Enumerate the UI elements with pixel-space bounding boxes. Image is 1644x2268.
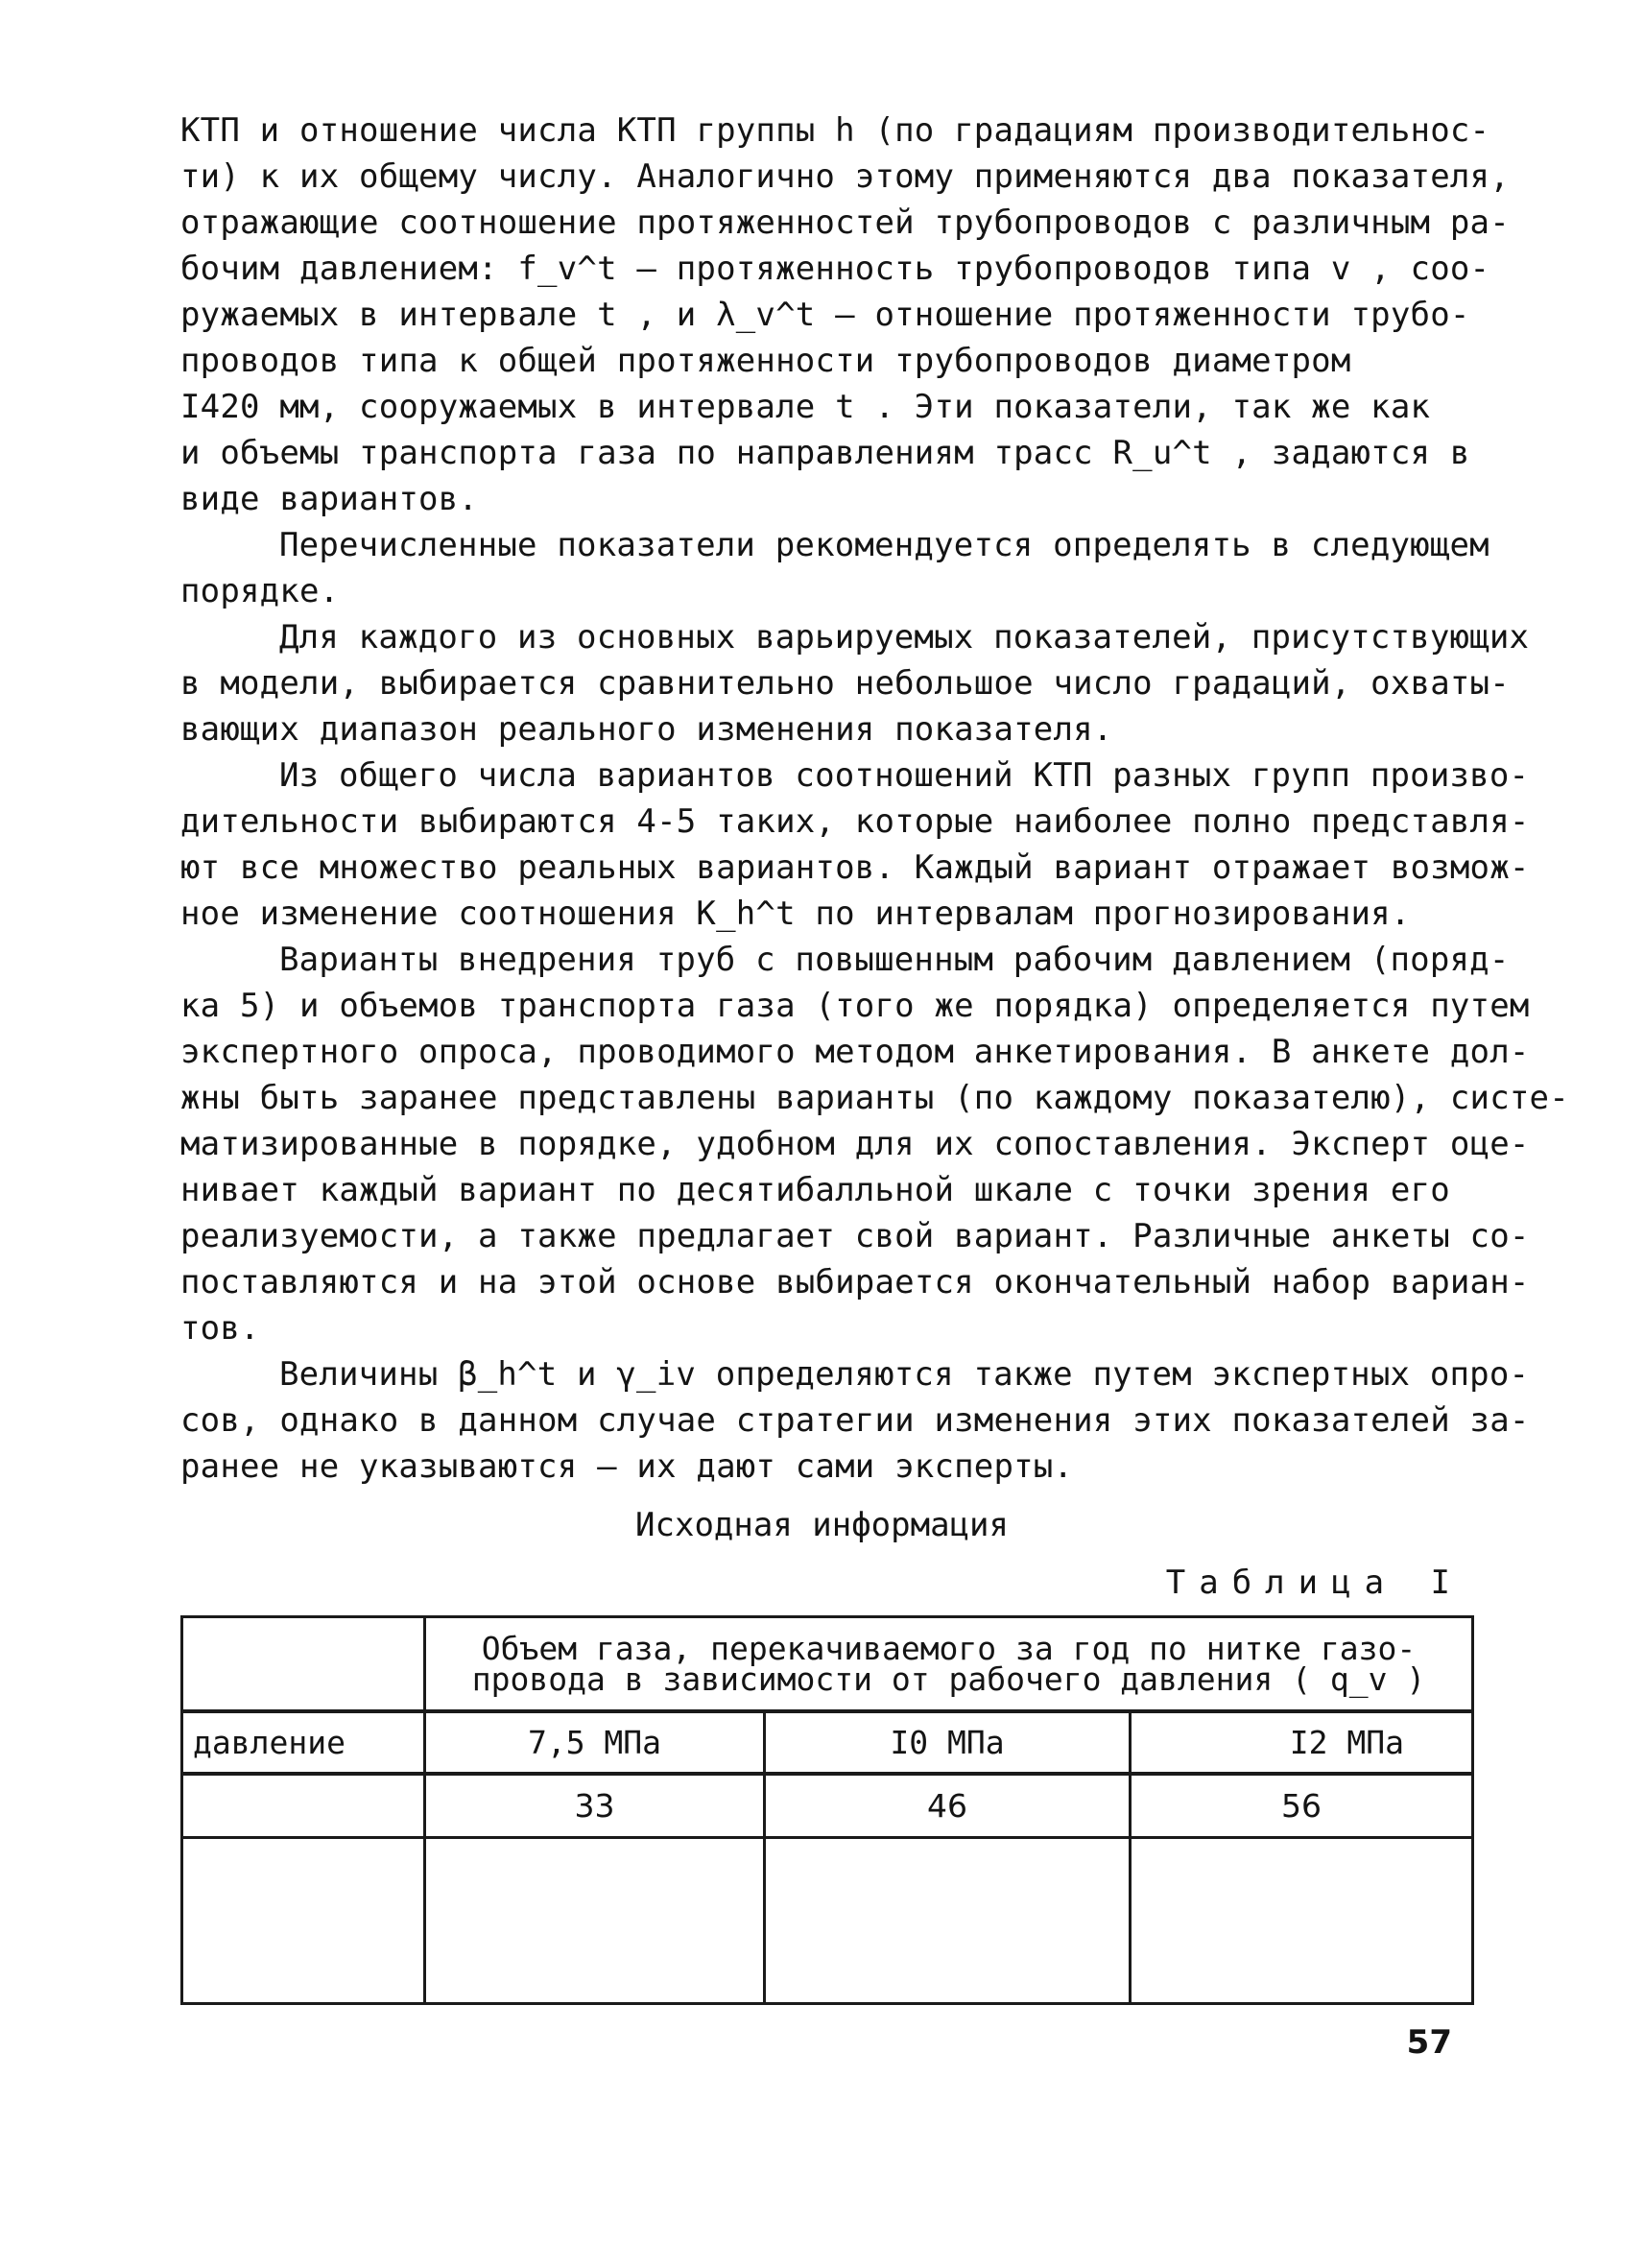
table-cell-volume: 46 xyxy=(927,1786,967,1825)
text-line: реализуемости, а также предлагает свой вариант. Различные анкеты со- xyxy=(180,1217,1530,1255)
text-line: матизированные в порядке, удобном для их сопоставления. Эксперт оце- xyxy=(180,1125,1530,1163)
text-line: вающих диапазон реального изменения показателя. xyxy=(180,710,1113,749)
table-divider xyxy=(183,1836,1471,1839)
text-line: ное изменение соотношения K_h^t по интервалам прогнозирования. xyxy=(180,895,1411,933)
page-number: 57 xyxy=(1406,2023,1452,2062)
text-line: Варианты внедрения труб с повышенным рабочим давлением (поряд- xyxy=(279,941,1510,979)
text-line: экспертного опроса, проводимого методом анкетирования. В анкете дол- xyxy=(180,1033,1530,1071)
table-header-cell xyxy=(426,1618,1471,1709)
table-cell-pressure: I0 МПа xyxy=(890,1723,1005,1761)
table-cell-pressure: 7,5 МПа xyxy=(527,1723,662,1761)
text-line: Перечисленные показатели рекомендуется определять в следующем xyxy=(279,526,1489,564)
paragraph-5 xyxy=(180,937,1569,1351)
text-line: отражающие соотношение протяженностей трубопроводов с различным ра- xyxy=(180,203,1510,242)
text-line: виде вариантов. xyxy=(180,480,479,518)
table-cell-volume: 33 xyxy=(574,1786,615,1825)
text-line: дительности выбираются 4-5 таких, которые наиболее полно представля- xyxy=(180,802,1530,841)
body-text xyxy=(180,107,1569,1490)
text-line: ют все множество реальных вариантов. Каждый вариант отражает возмож- xyxy=(180,848,1530,887)
text-line: Величины β_h^t и γ_iv определяются также путем экспертных опро- xyxy=(279,1355,1530,1394)
paragraph-1 xyxy=(180,107,1510,522)
text-line: поставляются и на этой основе выбирается окончательный набор вариан- xyxy=(180,1263,1530,1301)
text-line: КТП и отношение числа КТП группы h (по градациям производительнос- xyxy=(180,111,1490,150)
table-cell-volume: 56 xyxy=(1281,1786,1322,1825)
table-row-label: давление xyxy=(193,1723,345,1761)
text-line: порядке. xyxy=(180,572,340,610)
paragraph-3 xyxy=(180,614,1530,752)
paragraph-2 xyxy=(180,522,1505,614)
text-line: ка 5) и объемов транспорта газа (того же порядка) определяется путем xyxy=(180,987,1530,1025)
text-line: Из общего числа вариантов соотношений КТП разных групп произво- xyxy=(279,756,1530,795)
table-cell-pressure: I2 МПа xyxy=(1289,1723,1404,1761)
text-line: ружаемых в интервале t , и λ_v^t – отношение протяженности трубо- xyxy=(180,296,1470,334)
paragraph-6 xyxy=(180,1351,1530,1490)
text-line: Для каждого из основных варьируемых показателей, присутствующих xyxy=(279,618,1530,657)
text-line: проводов типа к общей протяженности трубопроводов диаметром xyxy=(180,342,1351,380)
text-line: жны быть заранее представлены варианты (по каждому показателю), систе- xyxy=(180,1079,1569,1117)
paragraph-4 xyxy=(180,752,1530,937)
table-caption: Исходная информация xyxy=(635,1506,1009,1544)
text-line: ранее не указываются – их дают сами эксперты. xyxy=(180,1447,1074,1486)
text-line: ти) к их общему числу. Аналогично этому применяются два показателя, xyxy=(180,157,1510,196)
source-data-table xyxy=(180,1615,1474,2005)
text-line: и объемы транспорта газа по направлениям трасс R_u^t , задаются в xyxy=(180,434,1470,472)
table-header-text: Объем газа, перекачиваемого за год по нитке газо- xyxy=(481,1629,1417,1667)
text-line: бочим давлением: f_v^t – протяженность трубопроводов типа v , соо- xyxy=(180,250,1490,288)
text-line: в модели, выбирается сравнительно небольшое число градаций, охваты- xyxy=(180,664,1510,703)
text-line: нивает каждый вариант по десятибалльной шкале с точки зрения его xyxy=(180,1171,1450,1209)
text-line: сов, однако в данном случае стратегии изменения этих показателей за- xyxy=(180,1401,1530,1440)
text-line: тов. xyxy=(180,1309,260,1348)
table-number-label: Таблица I xyxy=(1165,1564,1464,1602)
text-line: I420 мм, сооружаемых в интервале t . Эти показатели, так же как xyxy=(180,388,1431,426)
table-header-text: провода в зависимости от рабочего давления ( q_v ) xyxy=(471,1659,1426,1698)
